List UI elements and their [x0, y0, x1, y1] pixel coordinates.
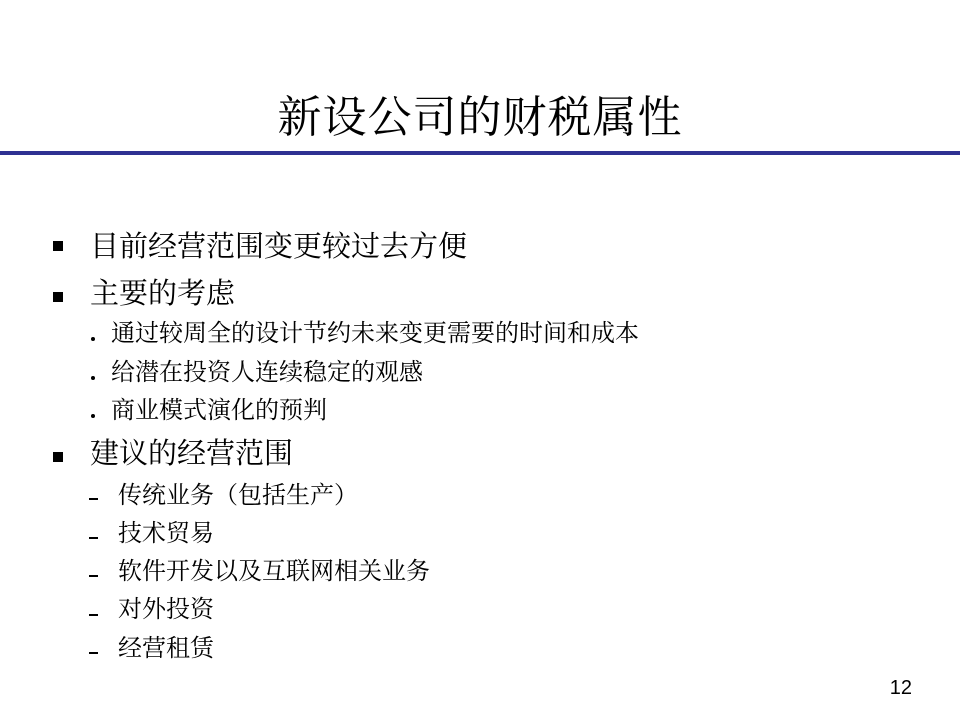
sub-bullet-item: 对外投资: [118, 595, 214, 623]
bullet-square-icon: [53, 292, 63, 302]
bullet-item: 目前经营范围变更较过去方便: [90, 229, 468, 263]
sub-bullet-dash-icon: [89, 614, 98, 616]
sub-bullet-dot-icon: [91, 414, 95, 418]
sub-bullet-item: 商业模式演化的预判: [111, 396, 327, 424]
sub-bullet-dot-icon: [91, 376, 95, 380]
bullet-item: 建议的经营范围: [90, 436, 294, 470]
sub-bullet-dash-icon: [89, 537, 98, 539]
sub-bullet-item: 软件开发以及互联网相关业务: [118, 557, 430, 585]
page-number: 12: [889, 677, 912, 699]
sub-bullet-dot-icon: [91, 337, 95, 341]
sub-bullet-item: 技术贸易: [118, 519, 214, 547]
bullet-square-icon: [53, 452, 63, 462]
slide-title: 新设公司的财税属性: [277, 92, 683, 143]
sub-bullet-dash-icon: [89, 652, 98, 654]
sub-bullet-item: 传统业务（包括生产）: [118, 481, 358, 509]
sub-bullet-dash-icon: [89, 575, 98, 577]
bullet-item: 主要的考虑: [90, 276, 236, 310]
sub-bullet-dash-icon: [89, 498, 98, 500]
bullet-square-icon: [53, 241, 63, 251]
sub-bullet-item: 通过较周全的设计节约未来变更需要的时间和成本: [111, 319, 639, 347]
sub-bullet-item: 给潜在投资人连续稳定的观感: [111, 358, 423, 386]
sub-bullet-item: 经营租赁: [118, 634, 214, 662]
